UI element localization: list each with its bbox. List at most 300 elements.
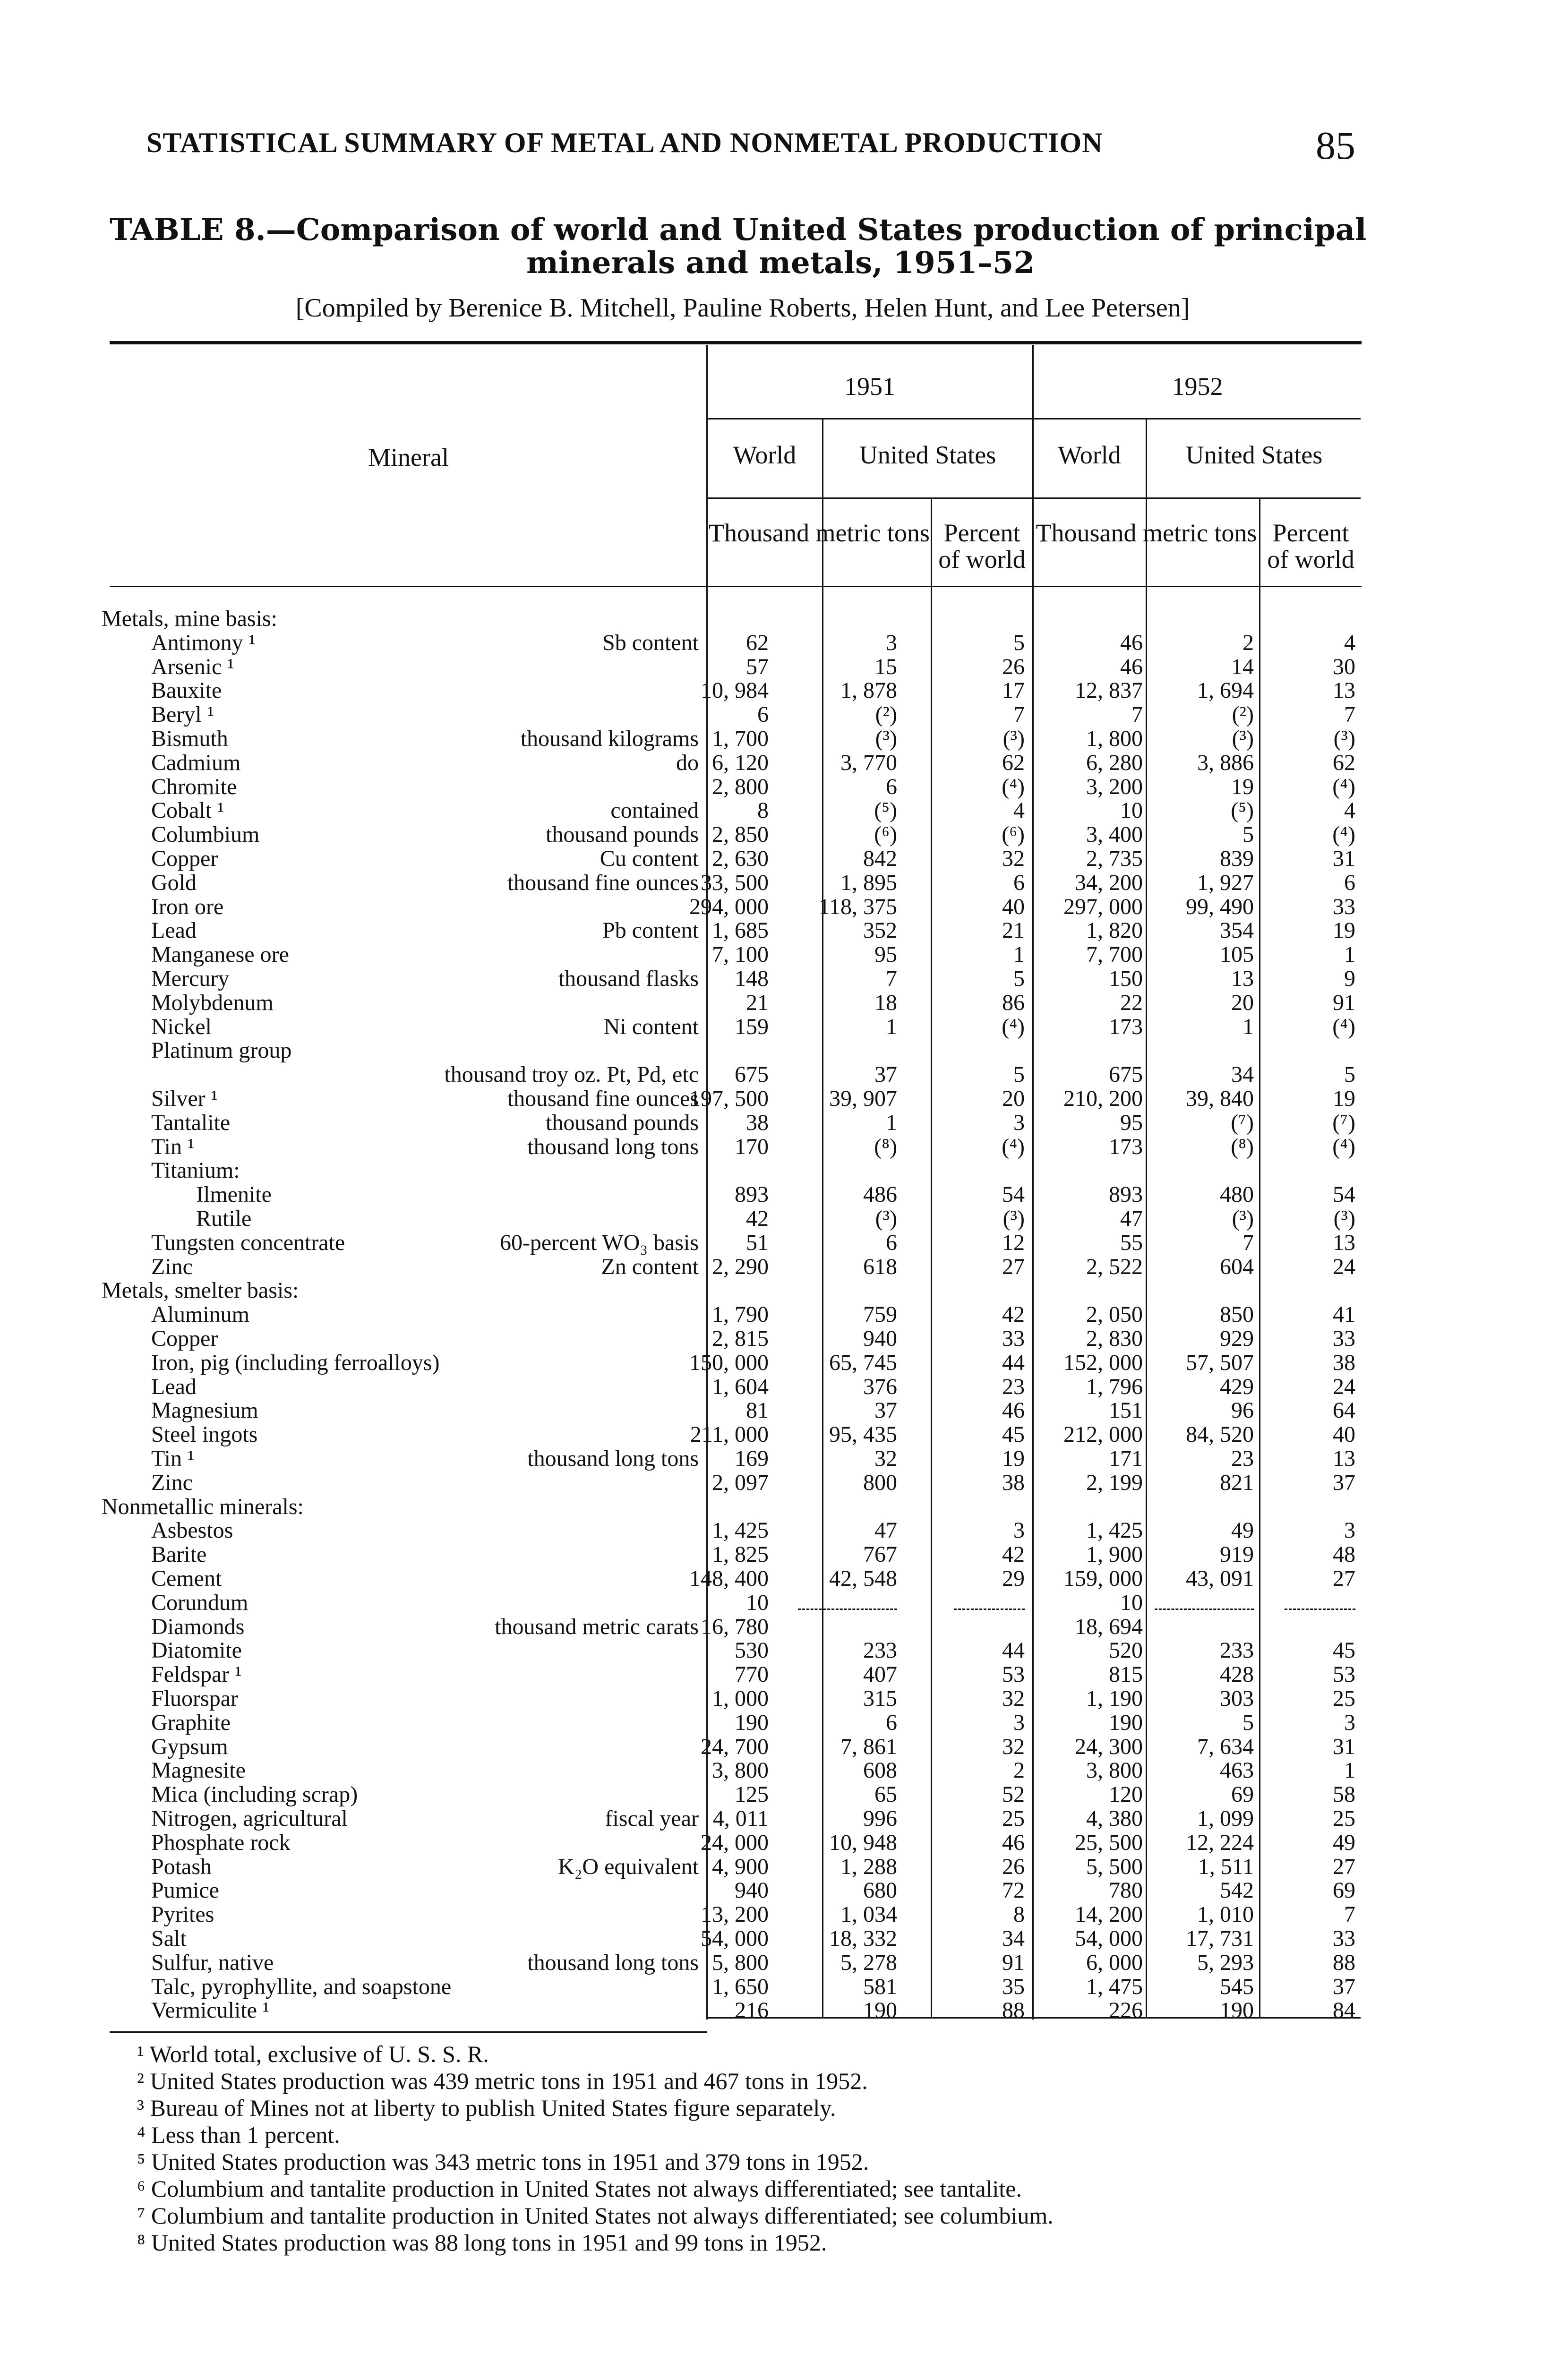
footnote: ⁴ Less than 1 percent.	[137, 2122, 340, 2148]
cell-us51: 486	[863, 1182, 897, 1207]
cell-us51: 996	[863, 1806, 897, 1831]
cell-w52: 1, 820	[1086, 918, 1143, 943]
table-title	[110, 214, 1376, 280]
table-row	[0, 1303, 1568, 1326]
cell-w51: 940	[735, 1878, 769, 1903]
col-header-mineral: Mineral	[368, 443, 449, 471]
cell-us52: 542	[1220, 1878, 1254, 1903]
cell-us52: (⁷)	[1231, 1110, 1254, 1135]
cell-w52: 95	[1120, 1110, 1143, 1135]
cell-p52: 25	[1333, 1686, 1355, 1711]
cell-us51: 37	[874, 1062, 897, 1087]
cell-w51: 1, 685	[712, 918, 769, 943]
cell-us52: 84, 520	[1186, 1422, 1254, 1447]
cell-p52: (⁴)	[1332, 1134, 1355, 1159]
footnote: ⁷ Columbium and tantalite production in United States not always differentiated; see columbium.	[137, 2202, 1054, 2229]
unit-note: thousand long tons	[527, 1134, 699, 1159]
mineral-name: Copper	[151, 1326, 218, 1351]
cell-w52: 6, 000	[1086, 1950, 1143, 1975]
table-row	[0, 1207, 1568, 1231]
cell-p52: 6	[1344, 870, 1355, 895]
table-row	[0, 1807, 1568, 1831]
cell-us51: 32	[874, 1446, 897, 1471]
cell-p51: 19	[1002, 1446, 1025, 1471]
col-header-units-1952: Thousand metric tons	[1036, 519, 1257, 547]
mineral-name: Columbium	[151, 822, 260, 847]
cell-p51: 3	[1013, 1710, 1025, 1735]
table-row	[0, 1591, 1568, 1615]
unit-note: thousand flasks	[558, 966, 699, 991]
footnote: ¹ World total, exclusive of U. S. S. R.	[137, 2041, 489, 2067]
mineral-name: Lead	[151, 1374, 197, 1399]
cell-us51: 1, 288	[840, 1854, 897, 1879]
table-row	[0, 1951, 1568, 1975]
cell-us51: 680	[863, 1878, 897, 1903]
mineral-name: Sulfur, native	[151, 1950, 274, 1975]
cell-p52: 4	[1344, 798, 1355, 823]
cell-w52: 1, 796	[1086, 1374, 1143, 1399]
cell-p51: 3	[1013, 1110, 1025, 1135]
unit-note: thousand kilograms	[520, 726, 699, 751]
cell-us52: 1	[1242, 1014, 1254, 1039]
table-row	[0, 847, 1568, 871]
cell-p51: 1	[1013, 942, 1025, 967]
cell-us51: 6	[886, 1230, 897, 1255]
cell-p52: 33	[1333, 894, 1355, 919]
cell-w52: 54, 000	[1075, 1926, 1143, 1951]
cell-w52: 5, 500	[1086, 1854, 1143, 1879]
cell-us51: 118, 375	[818, 894, 897, 919]
cell-us52: (³)	[1232, 726, 1254, 751]
cell-us51: (⁵)	[874, 798, 897, 823]
cell-w51: 5, 800	[712, 1950, 769, 1975]
cell-us51: 1	[886, 1110, 897, 1135]
cell-us51: 95	[874, 942, 897, 967]
table-row	[0, 1327, 1568, 1351]
cell-w51: 216	[735, 1998, 769, 2023]
cell-w51: 6	[757, 702, 769, 727]
table-row	[0, 775, 1568, 799]
cell-w51: 42	[746, 1206, 769, 1231]
cell-w52: 3, 400	[1086, 822, 1143, 847]
table-row	[0, 1615, 1568, 1639]
cell-w51: 6, 120	[712, 750, 769, 775]
cell-p52: 33	[1333, 1326, 1355, 1351]
cell-w52: 55	[1120, 1230, 1143, 1255]
cell-us51	[788, 1591, 897, 1615]
cell-us52: 839	[1220, 846, 1254, 871]
cell-us51: 18, 332	[829, 1926, 897, 1951]
cell-p52	[1285, 1591, 1355, 1615]
cell-us52: 69	[1231, 1782, 1254, 1807]
cell-p52: 19	[1333, 918, 1355, 943]
cell-p52: 58	[1333, 1782, 1355, 1807]
cell-w51: 10	[746, 1590, 769, 1615]
col-header-year-1951: 1951	[844, 372, 895, 401]
cell-w51: 2, 290	[712, 1254, 769, 1279]
cell-p52: 64	[1333, 1398, 1355, 1423]
cell-p52: 3	[1344, 1518, 1355, 1543]
cell-us52: 43, 091	[1186, 1566, 1254, 1591]
cell-w51: 54, 000	[701, 1926, 769, 1951]
cell-w52: 1, 425	[1086, 1518, 1143, 1543]
cell-p51: 52	[1002, 1782, 1025, 1807]
cell-w52: 24, 300	[1075, 1734, 1143, 1759]
cell-p52: 25	[1333, 1806, 1355, 1831]
footnote: ⁶ Columbium and tantalite production in United States not always differentiated; see tantalite.	[137, 2175, 1022, 2202]
cell-w52: 190	[1109, 1710, 1143, 1735]
cell-p52: 4	[1344, 630, 1355, 655]
cell-us51: 767	[863, 1542, 897, 1567]
table-row	[0, 1183, 1568, 1207]
mineral-name: Fluorspar	[151, 1686, 238, 1711]
cell-us52: 19	[1231, 774, 1254, 799]
table-row	[0, 1927, 1568, 1951]
table-row	[0, 1855, 1568, 1879]
cell-us52: (⁸)	[1231, 1134, 1254, 1159]
cell-w52: 18, 694	[1075, 1614, 1143, 1639]
section-heading-row	[0, 607, 1568, 631]
cell-us51: (³)	[875, 1206, 897, 1231]
cell-p51: 53	[1002, 1662, 1025, 1687]
table-row	[0, 1375, 1568, 1399]
mineral-name: Gold	[151, 870, 197, 895]
mineral-name: Magnesite	[151, 1758, 246, 1783]
cell-w51: 38	[746, 1110, 769, 1135]
cell-p51: 8	[1013, 1902, 1025, 1927]
cell-us52: (³)	[1232, 1206, 1254, 1231]
cell-p51: 32	[1002, 1734, 1025, 1759]
mineral-name: Pumice	[151, 1878, 219, 1903]
cell-w52: 297, 000	[1063, 894, 1143, 919]
col-header-us-1951: United States	[859, 441, 996, 469]
cell-us51: 842	[863, 846, 897, 871]
cell-us52: 1, 511	[1198, 1854, 1254, 1879]
cell-p51: (⁴)	[1002, 774, 1025, 799]
cell-p52: 49	[1333, 1830, 1355, 1855]
cell-w52: 46	[1120, 654, 1143, 679]
cell-us52: 428	[1220, 1662, 1254, 1687]
cell-p51: 35	[1002, 1974, 1025, 1999]
cell-w52: 675	[1109, 1062, 1143, 1087]
mineral-name: Bauxite	[151, 678, 222, 703]
cell-us52	[1145, 1591, 1254, 1615]
table-row	[0, 1447, 1568, 1471]
cell-w52: 7, 700	[1086, 942, 1143, 967]
mineral-name: Titanium:	[151, 1158, 240, 1183]
cell-us52: 5	[1242, 1710, 1254, 1735]
unit-note: thousand fine ounces	[507, 1086, 699, 1111]
cell-p52: 41	[1333, 1302, 1355, 1327]
mineral-name: Cadmium	[151, 750, 241, 775]
mineral-name: Aluminum	[151, 1302, 250, 1327]
cell-us51: 5, 278	[840, 1950, 897, 1975]
table-row	[0, 1087, 1568, 1111]
cell-w51: 1, 650	[712, 1974, 769, 1999]
cell-us52: 545	[1220, 1974, 1254, 1999]
cell-p51: 86	[1002, 990, 1025, 1015]
mineral-name: Arsenic ¹	[151, 654, 234, 679]
table-row	[0, 1351, 1568, 1375]
cell-w52: 780	[1109, 1878, 1143, 1903]
mineral-name: Rutile	[196, 1206, 252, 1231]
cell-w51: 1, 604	[712, 1374, 769, 1399]
cell-w51: 7, 100	[712, 942, 769, 967]
cell-us51: 940	[863, 1326, 897, 1351]
section-heading-row	[0, 1279, 1568, 1302]
cell-p52: 19	[1333, 1086, 1355, 1111]
cell-us51: 1	[886, 1014, 897, 1039]
cell-us51: (⁶)	[874, 822, 897, 847]
table-row	[0, 631, 1568, 655]
cell-p52: (⁴)	[1332, 822, 1355, 847]
cell-w51: 675	[735, 1062, 769, 1087]
cell-w52: 10	[1120, 1590, 1143, 1615]
cell-p51: 21	[1002, 918, 1025, 943]
cell-w52: 22	[1120, 990, 1143, 1015]
table-row	[0, 1135, 1568, 1159]
cell-p52: 88	[1333, 1950, 1355, 1975]
cell-p51: 44	[1002, 1350, 1025, 1375]
unit-note: thousand long tons	[527, 1950, 699, 1975]
cell-us51: 37	[874, 1398, 897, 1423]
cell-p51: 88	[1002, 1998, 1025, 2023]
cell-us52: 929	[1220, 1326, 1254, 1351]
mineral-name: Molybdenum	[151, 990, 274, 1015]
running-title: STATISTICAL SUMMARY OF METAL AND NONMETAL PRODUCTION	[146, 127, 1103, 158]
cell-w51: 148	[735, 966, 769, 991]
cell-w51: 2, 630	[712, 846, 769, 871]
unit-note: thousand long tons	[527, 1446, 699, 1471]
dash-rule	[954, 1595, 1025, 1610]
table-row	[0, 1015, 1568, 1039]
cell-us52: 39, 840	[1186, 1086, 1254, 1111]
mineral-name: Asbestos	[151, 1518, 233, 1543]
cell-w51: 16, 780	[701, 1614, 769, 1639]
cell-us52: 49	[1231, 1518, 1254, 1543]
cell-p52: 24	[1333, 1254, 1355, 1279]
table-row	[0, 871, 1568, 895]
cell-us52: 919	[1220, 1542, 1254, 1567]
cell-w51: 893	[735, 1182, 769, 1207]
mineral-name: Feldspar ¹	[151, 1662, 242, 1687]
mineral-name: Potash	[151, 1854, 212, 1879]
table-row	[0, 1975, 1568, 1999]
cell-w51: 8	[757, 798, 769, 823]
mineral-name: Bismuth	[151, 726, 228, 751]
cell-us51: 18	[874, 990, 897, 1015]
cell-us52: 12, 224	[1186, 1830, 1254, 1855]
mineral-name: Iron, pig (including ferroalloys)	[151, 1350, 440, 1375]
mineral-name: Beryl ¹	[151, 702, 214, 727]
table-row	[0, 1231, 1568, 1255]
unit-note: Zn content	[601, 1254, 699, 1279]
cell-us52: 13	[1231, 966, 1254, 991]
footnote: ³ Bureau of Mines not at liberty to publish United States figure separately.	[137, 2095, 836, 2121]
cell-p52: 69	[1333, 1878, 1355, 1903]
cell-w52: 14, 200	[1075, 1902, 1143, 1927]
cell-w51: 170	[735, 1134, 769, 1159]
cell-us51: (⁸)	[874, 1134, 897, 1159]
cell-p52: 91	[1333, 990, 1355, 1015]
mineral-name: Graphite	[151, 1710, 231, 1735]
mineral-name: Chromite	[151, 774, 237, 799]
cell-w51: 530	[735, 1638, 769, 1663]
cell-us51: 10, 948	[829, 1830, 897, 1855]
cell-p51: 91	[1002, 1950, 1025, 1975]
mineral-name: Nickel	[151, 1014, 212, 1039]
table-row	[0, 1039, 1568, 1062]
mineral-name: Tin ¹	[151, 1134, 195, 1159]
unit-note: thousand pounds	[546, 1110, 699, 1135]
cell-p51: 25	[1002, 1806, 1025, 1831]
unit-note: fiscal year	[605, 1806, 699, 1831]
cell-w51: 211, 000	[690, 1422, 769, 1447]
mineral-name: Steel ingots	[151, 1422, 258, 1447]
table-row	[0, 1063, 1568, 1087]
mineral-name: Tantalite	[151, 1110, 231, 1135]
cell-w52: 7	[1131, 702, 1143, 727]
cell-us52: 821	[1220, 1470, 1254, 1495]
cell-p52: 37	[1333, 1470, 1355, 1495]
cell-w51: 125	[735, 1782, 769, 1807]
cell-us52: 480	[1220, 1182, 1254, 1207]
cell-w52: 893	[1109, 1182, 1143, 1207]
cell-w52: 2, 522	[1086, 1254, 1143, 1279]
cell-w51: 2, 800	[712, 774, 769, 799]
cell-us52: 1, 927	[1197, 870, 1254, 895]
unit-note: Pb content	[602, 918, 699, 943]
cell-w52: 3, 800	[1086, 1758, 1143, 1783]
cell-us52: 429	[1220, 1374, 1254, 1399]
cell-w52: 150	[1109, 966, 1143, 991]
table-row	[0, 1687, 1568, 1711]
cell-p51: 46	[1002, 1830, 1025, 1855]
cell-w51: 1, 790	[712, 1302, 769, 1327]
mineral-name: Magnesium	[151, 1398, 258, 1423]
cell-p52: 9	[1344, 966, 1355, 991]
cell-p51: 42	[1002, 1542, 1025, 1567]
cell-p52: (³)	[1333, 726, 1355, 751]
cell-w52: 1, 800	[1086, 726, 1143, 751]
cell-w52: 152, 000	[1063, 1350, 1143, 1375]
cell-p51: (⁴)	[1002, 1014, 1025, 1039]
cell-us51: 47	[874, 1518, 897, 1543]
cell-us52: 23	[1231, 1446, 1254, 1471]
footnote: ⁵ United States production was 343 metric tons in 1951 and 379 tons in 1952.	[137, 2148, 869, 2175]
footnote: ² United States production was 439 metric tons in 1951 and 467 tons in 1952.	[137, 2068, 868, 2094]
cell-w51: 57	[746, 654, 769, 679]
cell-p52: 84	[1333, 1998, 1355, 2023]
mineral-name: Lead	[151, 918, 197, 943]
cell-p52: 5	[1344, 1062, 1355, 1087]
table-row	[0, 799, 1568, 822]
cell-w52: 25, 500	[1075, 1830, 1143, 1855]
cell-us52: 354	[1220, 918, 1254, 943]
cell-w51: 159	[735, 1014, 769, 1039]
unit-note: K₂O equivalent	[558, 1854, 699, 1879]
unit-note: thousand fine ounces	[507, 870, 699, 895]
cell-w51: 197, 500	[689, 1086, 769, 1111]
cell-us51: 759	[863, 1302, 897, 1327]
dash-rule	[1285, 1595, 1355, 1610]
cell-p51: 4	[1013, 798, 1025, 823]
footnote: ⁸ United States production was 88 long tons in 1951 and 99 tons in 1952.	[137, 2229, 827, 2256]
cell-p52: 7	[1344, 702, 1355, 727]
mineral-name: Phosphate rock	[151, 1830, 291, 1855]
cell-p51: 45	[1002, 1422, 1025, 1447]
cell-us52: (⁵)	[1231, 798, 1254, 823]
section-heading: Metals, smelter basis:	[102, 1278, 299, 1303]
cell-us52: 3, 886	[1197, 750, 1254, 775]
cell-us52: 99, 490	[1186, 894, 1254, 919]
cell-p51: 17	[1002, 678, 1025, 703]
cell-us51: 7	[886, 966, 897, 991]
table-row	[0, 1519, 1568, 1542]
cell-us51: (²)	[875, 702, 897, 727]
cell-us52: 96	[1231, 1398, 1254, 1423]
cell-us52: 5, 293	[1197, 1950, 1254, 1975]
table-row	[0, 655, 1568, 679]
col-header-world-1952: World	[1058, 441, 1121, 469]
cell-us51: 190	[863, 1998, 897, 2023]
mineral-name: Silver ¹	[151, 1086, 218, 1111]
cell-us52: 7	[1242, 1230, 1254, 1255]
mineral-name: Copper	[151, 846, 218, 871]
mineral-name: Vermiculite ¹	[151, 1998, 270, 2023]
table-row	[0, 1399, 1568, 1422]
cell-us51: 352	[863, 918, 897, 943]
cell-w51: 1, 700	[712, 726, 769, 751]
cell-p52: 31	[1333, 846, 1355, 871]
cell-us51: 7, 861	[840, 1734, 897, 1759]
cell-us51: 581	[863, 1974, 897, 1999]
cell-p52: 7	[1344, 1902, 1355, 1927]
dash-rule	[1155, 1595, 1254, 1610]
cell-p51: 6	[1013, 870, 1025, 895]
table-row	[0, 1783, 1568, 1806]
cell-w51: 13, 200	[701, 1902, 769, 1927]
unit-note: do	[676, 750, 699, 775]
cell-w52: 1, 900	[1086, 1542, 1143, 1567]
cell-us51: 15	[874, 654, 897, 679]
mineral-name: Cobalt ¹	[151, 798, 224, 823]
mineral-name: Pyrites	[151, 1902, 214, 1927]
cell-us52: 17, 731	[1186, 1926, 1254, 1951]
cell-w51: 770	[735, 1662, 769, 1687]
cell-p52: 24	[1333, 1374, 1355, 1399]
cell-w51: 1, 000	[712, 1686, 769, 1711]
cell-w51: 2, 815	[712, 1326, 769, 1351]
cell-us51: 618	[863, 1254, 897, 1279]
table-row	[0, 751, 1568, 775]
cell-w52: 171	[1109, 1446, 1143, 1471]
cell-p52: 37	[1333, 1974, 1355, 1999]
cell-w51: 33, 500	[701, 870, 769, 895]
cell-p52: 1	[1344, 942, 1355, 967]
cell-p51: 32	[1002, 1686, 1025, 1711]
table-row	[0, 1423, 1568, 1446]
cell-us51: 315	[863, 1686, 897, 1711]
cell-us52: 34	[1231, 1062, 1254, 1087]
cell-p51: 5	[1013, 1062, 1025, 1087]
cell-p52: 30	[1333, 654, 1355, 679]
cell-us52: 1, 010	[1197, 1902, 1254, 1927]
cell-w52: 12, 837	[1075, 678, 1143, 703]
section-heading: Metals, mine basis:	[102, 606, 277, 631]
cell-p51: 44	[1002, 1638, 1025, 1663]
cell-w51: 190	[735, 1710, 769, 1735]
